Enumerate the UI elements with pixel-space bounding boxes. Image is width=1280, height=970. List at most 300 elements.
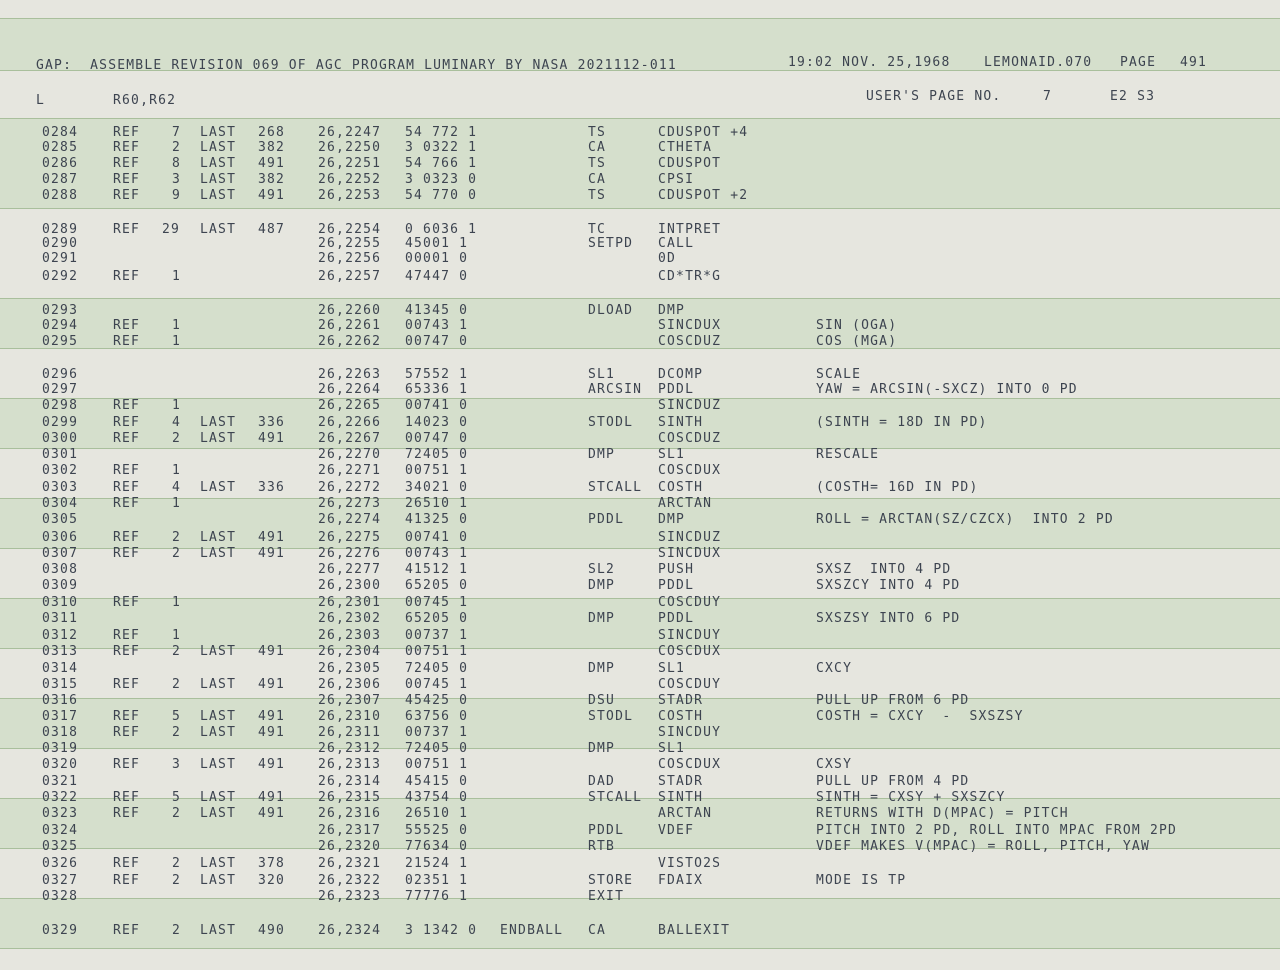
octal-word: 00747 0 [405,334,469,349]
listing-row [0,447,1280,463]
address: 26,2312 [318,741,382,756]
line-number: 0285 [42,140,79,155]
opcode: TS [588,188,607,203]
last-label: LAST [200,806,237,821]
address: 26,2247 [318,125,382,140]
opcode: DMP [588,447,616,462]
last-page: 268 [258,125,286,140]
listing-row [0,873,1280,889]
listing-row [0,496,1280,512]
opcode: STCALL [588,480,643,495]
octal-word: 00737 1 [405,725,469,740]
listing-row [0,172,1280,188]
operand: PDDL [658,611,695,626]
octal-word: 72405 0 [405,661,469,676]
ref-count: 4 [172,480,182,495]
address: 26,2271 [318,463,382,478]
octal-word: 00001 0 [405,251,469,266]
line-number: 0301 [42,447,79,462]
listing-row [0,463,1280,479]
opcode: DAD [588,774,616,789]
operand: CTHETA [658,140,713,155]
listing-row [0,806,1280,822]
last-label: LAST [200,546,237,561]
last-label: LAST [200,188,237,203]
line-number: 0321 [42,774,79,789]
address: 26,2256 [318,251,382,266]
listing-row [0,512,1280,528]
address: 26,2263 [318,367,382,382]
ref-label: REF [113,172,141,187]
listing-row [0,677,1280,693]
opcode: DMP [588,741,616,756]
operand: COSCDUY [658,677,722,692]
opcode: CA [588,923,607,938]
address: 26,2275 [318,530,382,545]
ref-label: REF [113,415,141,430]
octal-word: 00747 0 [405,431,469,446]
subheader-routine: R60,R62 [113,93,177,108]
address: 26,2305 [318,661,382,676]
comment: SXSZ INTO 4 PD [816,562,952,577]
listing-row [0,595,1280,611]
comment: SIN (OGA) [816,318,898,333]
operand: SL1 [658,741,686,756]
address: 26,2253 [318,188,382,203]
ref-count: 7 [172,125,182,140]
comment: PULL UP FROM 6 PD [816,693,970,708]
opcode: RTB [588,839,616,854]
opcode: TC [588,222,607,237]
comment: ROLL = ARCTAN(SZ/CZCX) INTO 2 PD [816,512,1114,527]
operand: CDUSPOT [658,156,722,171]
operand: SINCDUY [658,628,722,643]
operand: SINTH [658,415,704,430]
address: 26,2324 [318,923,382,938]
line-number: 0326 [42,856,79,871]
line-number: 0305 [42,512,79,527]
comment: PULL UP FROM 4 PD [816,774,970,789]
octal-word: 00737 1 [405,628,469,643]
operand: CDUSPOT +2 [658,188,749,203]
last-label: LAST [200,873,237,888]
address: 26,2264 [318,382,382,397]
ref-count: 2 [172,644,182,659]
octal-word: 3 0323 0 [405,172,478,187]
ref-label: REF [113,856,141,871]
octal-word: 57552 1 [405,367,469,382]
address: 26,2321 [318,856,382,871]
address: 26,2316 [318,806,382,821]
address: 26,2260 [318,303,382,318]
listing-row [0,889,1280,905]
listing-row [0,188,1280,204]
operand: DMP [658,512,686,527]
ref-count: 3 [172,172,182,187]
opcode: ARCSIN [588,382,643,397]
octal-word: 41325 0 [405,512,469,527]
line-number: 0319 [42,741,79,756]
opcode: DLOAD [588,303,634,318]
octal-word: 63756 0 [405,709,469,724]
operand: CDUSPOT +4 [658,125,749,140]
operand: COSCDUX [658,463,722,478]
octal-word: 00745 1 [405,595,469,610]
listing-row [0,530,1280,546]
subheader-users-page-label: USER'S PAGE NO. [866,89,1002,104]
header-filename: LEMONAID.070 [984,55,1093,70]
last-page: 491 [258,530,286,545]
octal-word: 77776 1 [405,889,469,904]
address: 26,2311 [318,725,382,740]
listing-row [0,923,1280,939]
octal-word: 00741 0 [405,530,469,545]
octal-word: 55525 0 [405,823,469,838]
listing-row [0,790,1280,806]
line-number: 0289 [42,222,79,237]
operand: CPSI [658,172,695,187]
last-label: LAST [200,709,237,724]
ref-count: 2 [172,677,182,692]
line-number: 0329 [42,923,79,938]
address: 26,2257 [318,269,382,284]
operand: COSCDUZ [658,334,722,349]
ref-label: REF [113,222,141,237]
address: 26,2277 [318,562,382,577]
operand: COSCDUX [658,644,722,659]
ref-label: REF [113,398,141,413]
ref-label: REF [113,156,141,171]
address: 26,2301 [318,595,382,610]
line-number: 0304 [42,496,79,511]
line-number: 0320 [42,757,79,772]
octal-word: 26510 1 [405,496,469,511]
subheader-l: L [36,93,46,108]
line-number: 0323 [42,806,79,821]
octal-word: 54 766 1 [405,156,478,171]
last-label: LAST [200,725,237,740]
ref-count: 29 [162,222,181,237]
address: 26,2307 [318,693,382,708]
comment: (SINTH = 18D IN PD) [816,415,988,430]
operand: COSTH [658,480,704,495]
comment: SCALE [816,367,862,382]
ref-count: 2 [172,546,182,561]
comment: RESCALE [816,447,880,462]
listing-row [0,741,1280,757]
last-label: LAST [200,856,237,871]
operand: CD*TR*G [658,269,722,284]
statement-label: ENDBALL [500,923,564,938]
last-page: 487 [258,222,286,237]
ref-label: REF [113,125,141,140]
operand: BALLEXIT [658,923,731,938]
listing-row [0,823,1280,839]
last-label: LAST [200,172,237,187]
line-number: 0315 [42,677,79,692]
ref-count: 2 [172,806,182,821]
octal-word: 00751 1 [405,644,469,659]
last-label: LAST [200,480,237,495]
octal-word: 43754 0 [405,790,469,805]
comment: MODE IS TP [816,873,907,888]
line-number: 0313 [42,644,79,659]
last-page: 491 [258,188,286,203]
octal-word: 00743 1 [405,318,469,333]
line-number: 0303 [42,480,79,495]
octal-word: 72405 0 [405,447,469,462]
opcode: PDDL [588,512,625,527]
ref-count: 2 [172,140,182,155]
opcode: STCALL [588,790,643,805]
operand: PUSH [658,562,695,577]
operand: SINCDUZ [658,398,722,413]
octal-word: 45425 0 [405,693,469,708]
line-number: 0318 [42,725,79,740]
listing-row [0,839,1280,855]
listing-row [0,125,1280,141]
listing-row [0,140,1280,156]
comment: CXCY [816,661,853,676]
last-page: 491 [258,156,286,171]
line-number: 0324 [42,823,79,838]
comment: RETURNS WITH D(MPAC) = PITCH [816,806,1069,821]
ref-count: 2 [172,530,182,545]
ref-count: 1 [172,628,182,643]
last-label: LAST [200,677,237,692]
address: 26,2323 [318,889,382,904]
address: 26,2254 [318,222,382,237]
ref-label: REF [113,595,141,610]
ref-label: REF [113,269,141,284]
operand: SINTH [658,790,704,805]
opcode: TS [588,156,607,171]
ref-count: 8 [172,156,182,171]
line-number: 0292 [42,269,79,284]
line-number: 0306 [42,530,79,545]
line-number: 0293 [42,303,79,318]
last-label: LAST [200,415,237,430]
line-number: 0327 [42,873,79,888]
ref-label: REF [113,463,141,478]
ref-label: REF [113,725,141,740]
ref-count: 1 [172,496,182,511]
octal-word: 54 770 0 [405,188,478,203]
operand: SINCDUY [658,725,722,740]
address: 26,2255 [318,236,382,251]
operand: STADR [658,693,704,708]
last-label: LAST [200,923,237,938]
address: 26,2265 [318,398,382,413]
opcode: STODL [588,709,634,724]
ref-label: REF [113,757,141,772]
listing-row [0,709,1280,725]
listing-row [0,367,1280,383]
octal-word: 0 6036 1 [405,222,478,237]
last-label: LAST [200,790,237,805]
operand: INTPRET [658,222,722,237]
address: 26,2306 [318,677,382,692]
octal-word: 00751 1 [405,757,469,772]
opcode: DMP [588,611,616,626]
last-page: 491 [258,644,286,659]
address: 26,2300 [318,578,382,593]
line-number: 0294 [42,318,79,333]
opcode: STODL [588,415,634,430]
last-page: 491 [258,677,286,692]
octal-word: 34021 0 [405,480,469,495]
address: 26,2302 [318,611,382,626]
comment: YAW = ARCSIN(-SXCZ) INTO 0 PD [816,382,1078,397]
opcode: CA [588,140,607,155]
listing-row [0,693,1280,709]
comment: (COSTH= 16D IN PD) [816,480,979,495]
octal-word: 00741 0 [405,398,469,413]
last-page: 382 [258,172,286,187]
listing-row [0,725,1280,741]
listing-row [0,415,1280,431]
line-number: 0288 [42,188,79,203]
ref-count: 2 [172,431,182,446]
opcode: EXIT [588,889,625,904]
header-timestamp: 19:02 NOV. 25,1968 [788,55,951,70]
ref-label: REF [113,530,141,545]
octal-word: 02351 1 [405,873,469,888]
operand: ARCTAN [658,496,713,511]
last-label: LAST [200,140,237,155]
address: 26,2315 [318,790,382,805]
last-label: LAST [200,222,237,237]
operand: VISTO2S [658,856,722,871]
octal-word: 26510 1 [405,806,469,821]
subheader-tag: E2 S3 [1110,89,1156,104]
line-number: 0317 [42,709,79,724]
ref-label: REF [113,677,141,692]
ref-label: REF [113,140,141,155]
comment: PITCH INTO 2 PD, ROLL INTO MPAC FROM 2PD [816,823,1178,838]
octal-word: 41345 0 [405,303,469,318]
opcode: PDDL [588,823,625,838]
header-title: GAP: ASSEMBLE REVISION 069 OF AGC PROGRAM LUMINARY BY NASA 2021112-011 [36,58,677,73]
last-page: 490 [258,923,286,938]
line-number: 0300 [42,431,79,446]
octal-word: 47447 0 [405,269,469,284]
octal-word: 00751 1 [405,463,469,478]
octal-word: 65205 0 [405,611,469,626]
octal-word: 14023 0 [405,415,469,430]
line-number: 0307 [42,546,79,561]
ref-label: REF [113,431,141,446]
octal-word: 3 0322 1 [405,140,478,155]
address: 26,2276 [318,546,382,561]
line-number: 0311 [42,611,79,626]
operand: COSTH [658,709,704,724]
ref-label: REF [113,496,141,511]
listing-row [0,774,1280,790]
address: 26,2304 [318,644,382,659]
ref-label: REF [113,334,141,349]
ref-count: 2 [172,856,182,871]
ref-label: REF [113,790,141,805]
octal-word: 00743 1 [405,546,469,561]
address: 26,2250 [318,140,382,155]
operand: FDAIX [658,873,704,888]
header-page-number: 491 [1180,55,1208,70]
address: 26,2273 [318,496,382,511]
ref-count: 1 [172,269,182,284]
line-number: 0296 [42,367,79,382]
line-number: 0309 [42,578,79,593]
opcode: STORE [588,873,634,888]
listing-row [0,318,1280,334]
line-number: 0312 [42,628,79,643]
last-page: 491 [258,725,286,740]
listing-row [0,661,1280,677]
operand: DCOMP [658,367,704,382]
line-number: 0302 [42,463,79,478]
listing-row [0,334,1280,350]
operand: DMP [658,303,686,318]
ref-count: 4 [172,415,182,430]
ref-count: 1 [172,318,182,333]
opcode: DMP [588,661,616,676]
listing-row [0,382,1280,398]
ref-label: REF [113,873,141,888]
listing-row [0,578,1280,594]
ref-label: REF [113,188,141,203]
listing-row [0,431,1280,447]
line-number: 0328 [42,889,79,904]
listing-row [0,757,1280,773]
ref-count: 5 [172,709,182,724]
last-label: LAST [200,431,237,446]
header-page-label: PAGE [1120,55,1157,70]
subheader-users-page-number: 7 [1043,89,1053,104]
ref-count: 1 [172,463,182,478]
ref-label: REF [113,806,141,821]
ref-label: REF [113,546,141,561]
address: 26,2262 [318,334,382,349]
line-number: 0325 [42,839,79,854]
address: 26,2303 [318,628,382,643]
opcode: DSU [588,693,616,708]
octal-word: 65205 0 [405,578,469,593]
ref-count: 3 [172,757,182,772]
line-number: 0316 [42,693,79,708]
octal-word: 41512 1 [405,562,469,577]
last-page: 491 [258,546,286,561]
operand: COSCDUX [658,757,722,772]
octal-word: 3 1342 0 [405,923,478,938]
listing-row [0,236,1280,252]
operand: ARCTAN [658,806,713,821]
address: 26,2266 [318,415,382,430]
line-number: 0314 [42,661,79,676]
comment: SINTH = CXSY + SXSZCY [816,790,1006,805]
address: 26,2261 [318,318,382,333]
last-label: LAST [200,156,237,171]
opcode: TS [588,125,607,140]
operand: 0D [658,251,677,266]
ref-count: 1 [172,334,182,349]
opcode: CA [588,172,607,187]
address: 26,2274 [318,512,382,527]
listing-row [0,546,1280,562]
comment: COS (MGA) [816,334,898,349]
listing-row [0,156,1280,172]
address: 26,2272 [318,480,382,495]
octal-word: 54 772 1 [405,125,478,140]
